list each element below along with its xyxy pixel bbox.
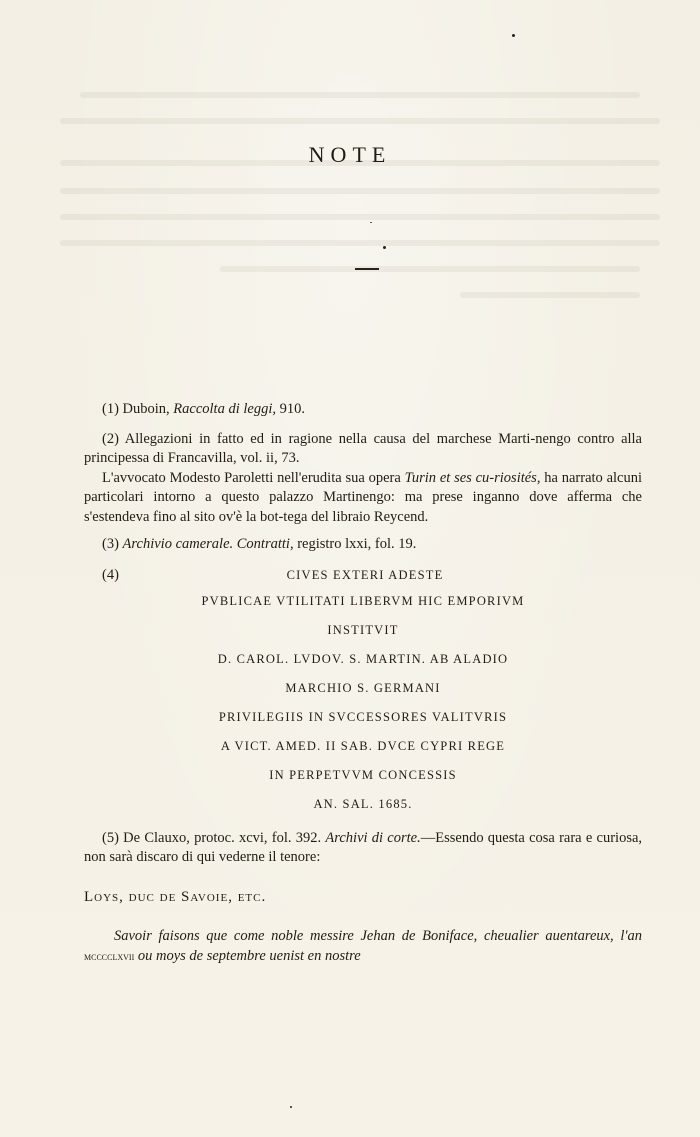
spacer (84, 819, 642, 829)
spacer (84, 555, 642, 563)
note-2-extra-b: ha narrato alcuni particolari intorno a questo palazzo Martinengo: ma prese inganno dove afferma che s'estendeva fino al sito ov'è la bot-tega del libraio Reycend. (84, 469, 643, 525)
note-5 (84, 829, 642, 868)
spacer (84, 527, 642, 535)
note-3-ref: registro lxxi, fol. 19. (297, 536, 417, 552)
ornament-dot (370, 222, 372, 223)
note-4-number: (4) (102, 566, 119, 583)
notes-block (84, 400, 642, 966)
note-1-ref: 910. (279, 401, 305, 417)
note-1-number: (1) (102, 401, 119, 417)
note-5-ref: De Clauxo, protoc. xcvi, fol. 392. (123, 829, 322, 846)
inscription-line: PRIVILEGIIS IN SVCCESSORES VALITVRIS (218, 709, 508, 724)
note-2 (84, 430, 642, 469)
spacer (84, 868, 642, 878)
note-5-work: Archivi di corte. (325, 829, 421, 846)
note-5-french-end: ou moys de septembre uenist en nostre (137, 947, 361, 964)
spacer (84, 907, 642, 917)
ornament-dot (383, 246, 386, 249)
note-1 (84, 400, 642, 420)
bleed-through (60, 240, 660, 246)
inscription (84, 587, 642, 819)
page-title: NOTE (308, 142, 392, 167)
inscription-line: A VICT. AMED. II SAB. DVCE CYPRI REGE (220, 738, 506, 753)
note-2-extra-a: L'avvocato Modesto Paroletti nell'erudita sua opera (102, 469, 401, 486)
inscription-line: AN. SAL. 1685. (313, 796, 413, 811)
note-2-text: Allegazioni in fatto ed in ragione nella causa del marchese Marti-nengo contro alla principessa di Francavilla, vol. ii, 73. (84, 430, 642, 466)
note-3-number: (3) (102, 536, 119, 552)
bleed-through (60, 188, 660, 194)
note-5-french-a: Savoir faisons que come noble messire Jehan de Boniface, cheualier auentareux, l'an (114, 928, 642, 944)
note-3-work: Archivio camerale. Contratti, (122, 536, 294, 552)
ornament-dash (355, 268, 379, 270)
note-4-head (84, 563, 642, 587)
page-speck (290, 1106, 292, 1108)
inscription-line: IN PERPETVVM CONCESSIS (269, 767, 457, 782)
note-2-continuation (84, 469, 642, 528)
inscription-line: CIVES EXTERI ADESTE (286, 567, 444, 582)
spacer (84, 878, 642, 888)
bleed-through (460, 292, 640, 298)
note-5-french-year: mcccclxvii (84, 948, 135, 963)
note-5-french-text (84, 927, 642, 966)
bleed-through (220, 266, 640, 272)
note-2-extra-work: Turin et ses cu-riosités, (404, 469, 541, 486)
note-5-text: —Essendo questa cosa rara e curiosa, non sarà discaro di qui vederne il tenore: (84, 829, 643, 865)
note-5-heading-text: Loys, duc de Savoie, etc. (84, 888, 267, 905)
inscription-line: INSTITVIT (327, 622, 399, 637)
inscription-line: MARCHIO S. GERMANI (285, 680, 441, 695)
note-5-number: (5) (102, 829, 119, 846)
bleed-through (80, 92, 640, 98)
note-3 (84, 535, 642, 555)
note-2-number: (2) (102, 430, 119, 447)
inscription-line: PVBLICAE VTILITATI LIBERVM HIC EMPORIVM (201, 593, 525, 608)
inscription-line: D. CAROL. LVDOV. S. MARTIN. AB ALADIO (217, 651, 509, 666)
spacer (84, 420, 642, 430)
note-5-heading (84, 888, 642, 908)
spacer (84, 917, 642, 927)
bleed-through (60, 118, 660, 124)
bleed-through (60, 214, 660, 220)
note-1-author: Duboin, (122, 401, 170, 417)
page-speck (512, 34, 515, 37)
note-1-work: Raccolta di leggi, (173, 401, 276, 417)
